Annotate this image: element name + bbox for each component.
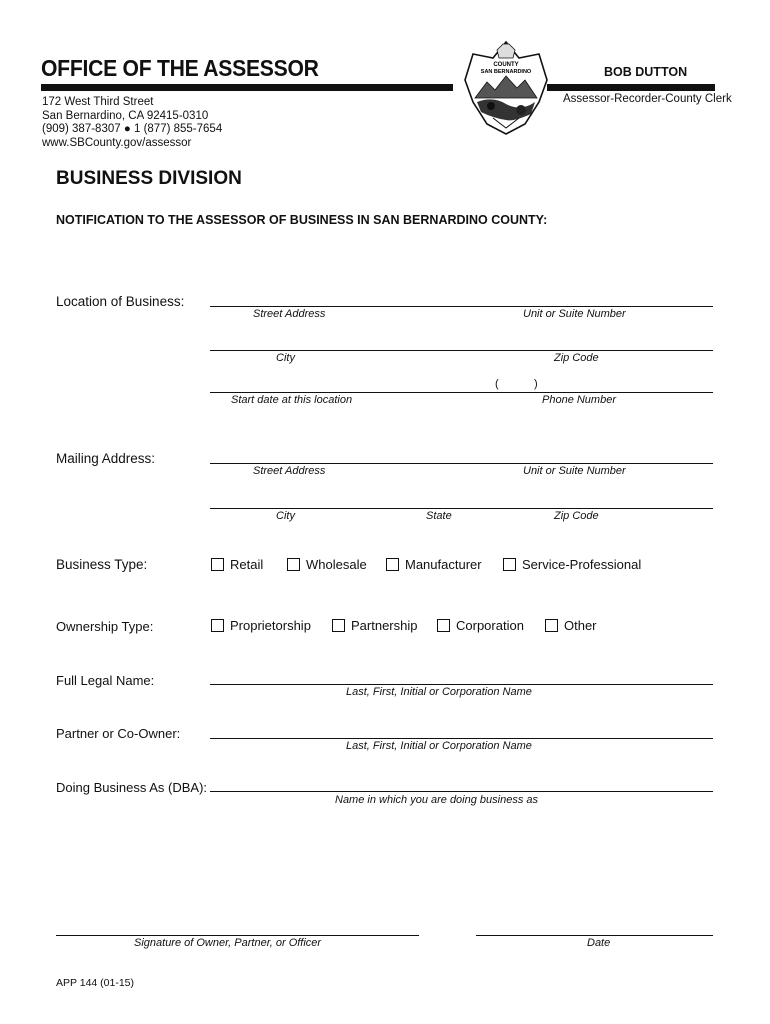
ownership-type-label: Ownership Type: <box>56 619 154 634</box>
location-zip-caption: Zip Code <box>554 352 599 364</box>
checkbox-icon[interactable] <box>545 619 558 632</box>
business-type-retail-checkbox[interactable]: Retail <box>211 557 263 572</box>
county-seal-logo <box>463 40 549 136</box>
office-title: OFFICE OF THE ASSESSOR <box>41 55 319 81</box>
dba-label: Doing Business As (DBA): <box>56 780 208 795</box>
assessor-name: BOB DUTTON <box>604 65 688 79</box>
checkbox-icon[interactable] <box>332 619 345 632</box>
checkbox-icon[interactable] <box>211 558 224 571</box>
mailing-state-caption: State <box>426 510 452 522</box>
signature-field[interactable] <box>56 935 419 936</box>
location-of-business-label: Location of Business: <box>56 294 185 309</box>
division-title: BUSINESS DIVISION <box>56 168 242 189</box>
date-field[interactable] <box>476 935 713 936</box>
partner-label: Partner or Co-Owner: <box>56 726 181 741</box>
header-divider-left <box>41 84 453 91</box>
ownership-corporation-checkbox[interactable]: Corporation <box>437 618 524 633</box>
start-date-caption: Start date at this location <box>231 394 353 406</box>
full-legal-name-caption: Last, First, Initial or Corporation Name <box>346 686 532 698</box>
checkbox-icon[interactable] <box>211 619 224 632</box>
ownership-proprietorship-checkbox[interactable]: Proprietorship <box>211 618 311 633</box>
checkbox-icon[interactable] <box>503 558 516 571</box>
phone-area-paren-open: ( <box>495 378 499 390</box>
seal-text-bottom: SAN BERNARDINO <box>480 69 532 75</box>
checkbox-icon[interactable] <box>386 558 399 571</box>
location-unit-caption: Unit or Suite Number <box>523 308 626 320</box>
partner-caption: Last, First, Initial or Corporation Name <box>346 740 532 752</box>
mailing-city-caption: City <box>276 510 295 522</box>
ownership-partnership-checkbox[interactable]: Partnership <box>332 618 417 633</box>
ownership-other-checkbox[interactable]: Other <box>545 618 597 633</box>
phone-area-paren-close: ) <box>534 378 538 390</box>
seal-text-top: COUNTY <box>493 62 519 68</box>
location-street-field[interactable] <box>210 306 713 307</box>
mailing-street-field[interactable] <box>210 463 713 464</box>
full-legal-name-field[interactable] <box>210 684 713 685</box>
dba-field[interactable] <box>210 791 713 792</box>
business-type-service-professional-checkbox[interactable]: Service-Professional <box>503 557 641 572</box>
location-street-caption: Street Address <box>253 308 326 320</box>
location-city-zip-field[interactable] <box>210 350 713 351</box>
mailing-address-label: Mailing Address: <box>56 451 156 466</box>
location-city-caption: City <box>276 352 295 364</box>
notification-title: NOTIFICATION TO THE ASSESSOR OF BUSINESS IN SAN BERNARDINO COUNTY: <box>56 213 548 227</box>
business-type-label: Business Type: <box>56 557 148 572</box>
form-number: APP 144 (01-15) <box>56 977 135 989</box>
phone-number-caption: Phone Number <box>542 394 616 406</box>
address-line-2: San Bernardino, CA 92415-0310 <box>42 110 209 122</box>
address-line-1: 172 West Third Street <box>42 96 154 108</box>
dba-caption: Name in which you are doing business as <box>335 794 539 806</box>
business-type-wholesale-checkbox[interactable]: Wholesale <box>287 557 367 572</box>
mailing-zip-caption: Zip Code <box>554 510 599 522</box>
mailing-street-caption: Street Address <box>253 465 326 477</box>
date-caption: Date <box>587 937 611 949</box>
mailing-city-state-zip-field[interactable] <box>210 508 713 509</box>
mailing-unit-caption: Unit or Suite Number <box>523 465 626 477</box>
signature-caption: Signature of Owner, Partner, or Officer <box>134 937 322 949</box>
checkbox-icon[interactable] <box>287 558 300 571</box>
assessor-title: Assessor-Recorder-County Clerk <box>563 93 732 105</box>
header-divider-right <box>547 84 715 91</box>
website-link[interactable]: www.SBCounty.gov/assessor <box>42 137 192 149</box>
checkbox-icon[interactable] <box>437 619 450 632</box>
phone-line: (909) 387-8307 ● 1 (877) 855-7654 <box>42 123 223 135</box>
partner-field[interactable] <box>210 738 713 739</box>
full-legal-name-label: Full Legal Name: <box>56 673 155 688</box>
business-type-manufacturer-checkbox[interactable]: Manufacturer <box>386 557 482 572</box>
start-date-phone-field[interactable] <box>210 392 713 393</box>
